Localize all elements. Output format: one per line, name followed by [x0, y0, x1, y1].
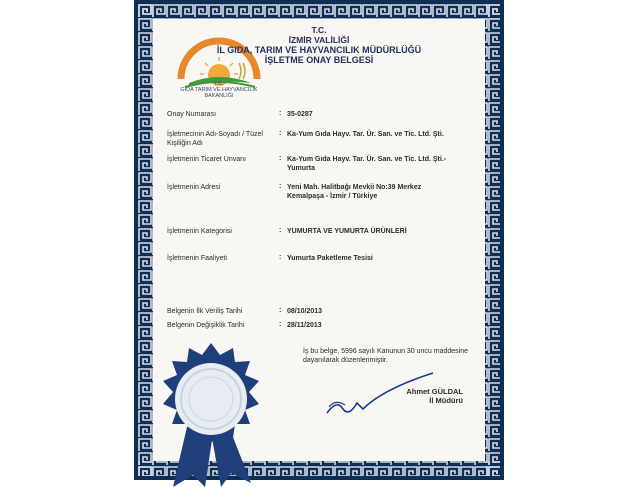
field-colon: : [279, 130, 282, 137]
field-value: 35-0287 [287, 111, 313, 118]
field-colon: : [279, 307, 282, 314]
heading-certificate-title: İŞLETME ONAY BELGESİ [264, 55, 374, 65]
field-label: İşletmenin Ticaret Unvanı [167, 156, 246, 163]
signatory-name: Ahmet GÜLDAL [406, 387, 463, 396]
field-value: 08/10/2013 [287, 308, 323, 315]
field-label: Onay Numarası [167, 111, 217, 118]
field-colon: : [279, 321, 282, 328]
field-colon: : [279, 227, 282, 234]
logo-line-2: GIDA TARIM VE HAYVANCILIK [180, 87, 258, 93]
field-label: İşletmenin Adresi [167, 184, 221, 191]
field-label: İşletmecinin Adı-Soyadı / Tüzel Kişiliğin Adı [167, 131, 263, 147]
field-value: Ka-Yum Gıda Hayv. Tar. Ür. San. ve Tic. Ltd. Şti.- Yumurta [287, 156, 447, 172]
field-colon: : [279, 183, 282, 190]
field-value: Yumurta Paketleme Tesisi [287, 255, 373, 262]
field-label: İşletmenin Kategorisi [167, 228, 232, 235]
certificate-heading [153, 25, 485, 65]
field-label: İşletmenin Faaliyeti [167, 255, 227, 262]
certificate-paper [153, 19, 485, 461]
field-colon: : [279, 254, 282, 261]
heading-directorate: İL GIDA, TARIM VE HAYVANCILIK MÜDÜRLÜĞÜ [216, 45, 422, 55]
logo-line-3: BAKANLIĞI [204, 93, 234, 99]
logo-line-1: T.C. [214, 81, 224, 87]
field-value: Ka-Yum Gıda Hayv. Tar. Ür. San. ve Tic. Ltd. Şti. [287, 131, 444, 138]
field-label: Belgenin Değişiklik Tarihi [167, 322, 245, 329]
field-value: YUMURTA VE YUMURTA ÜRÜNLERİ [287, 228, 407, 235]
heading-governorship: İZMİR VALİLİĞİ [288, 35, 350, 45]
signatory-block [343, 387, 463, 405]
field-value: Yeni Mah. Halitbağı Mevkii No:39 Merkez Kemalpaşa - İzmir / Türkiye [287, 184, 422, 200]
field-value: 28/11/2013 [287, 322, 322, 329]
field-colon: : [279, 155, 282, 162]
certificate-frame [134, 0, 504, 480]
field-label: Belgenin İlk Veriliş Tarihi [167, 308, 243, 315]
signatory-title: İl Müdürü [429, 396, 463, 405]
heading-tc: T.C. [311, 25, 327, 35]
legal-note: İş bu belge, 5996 sayılı Kanunun 30 uncu maddesine dayanılarak düzenlenmiştir. [303, 348, 469, 364]
rosette-seal-icon [153, 337, 273, 487]
ministry-logo-text [167, 81, 271, 99]
field-colon: : [279, 110, 282, 117]
